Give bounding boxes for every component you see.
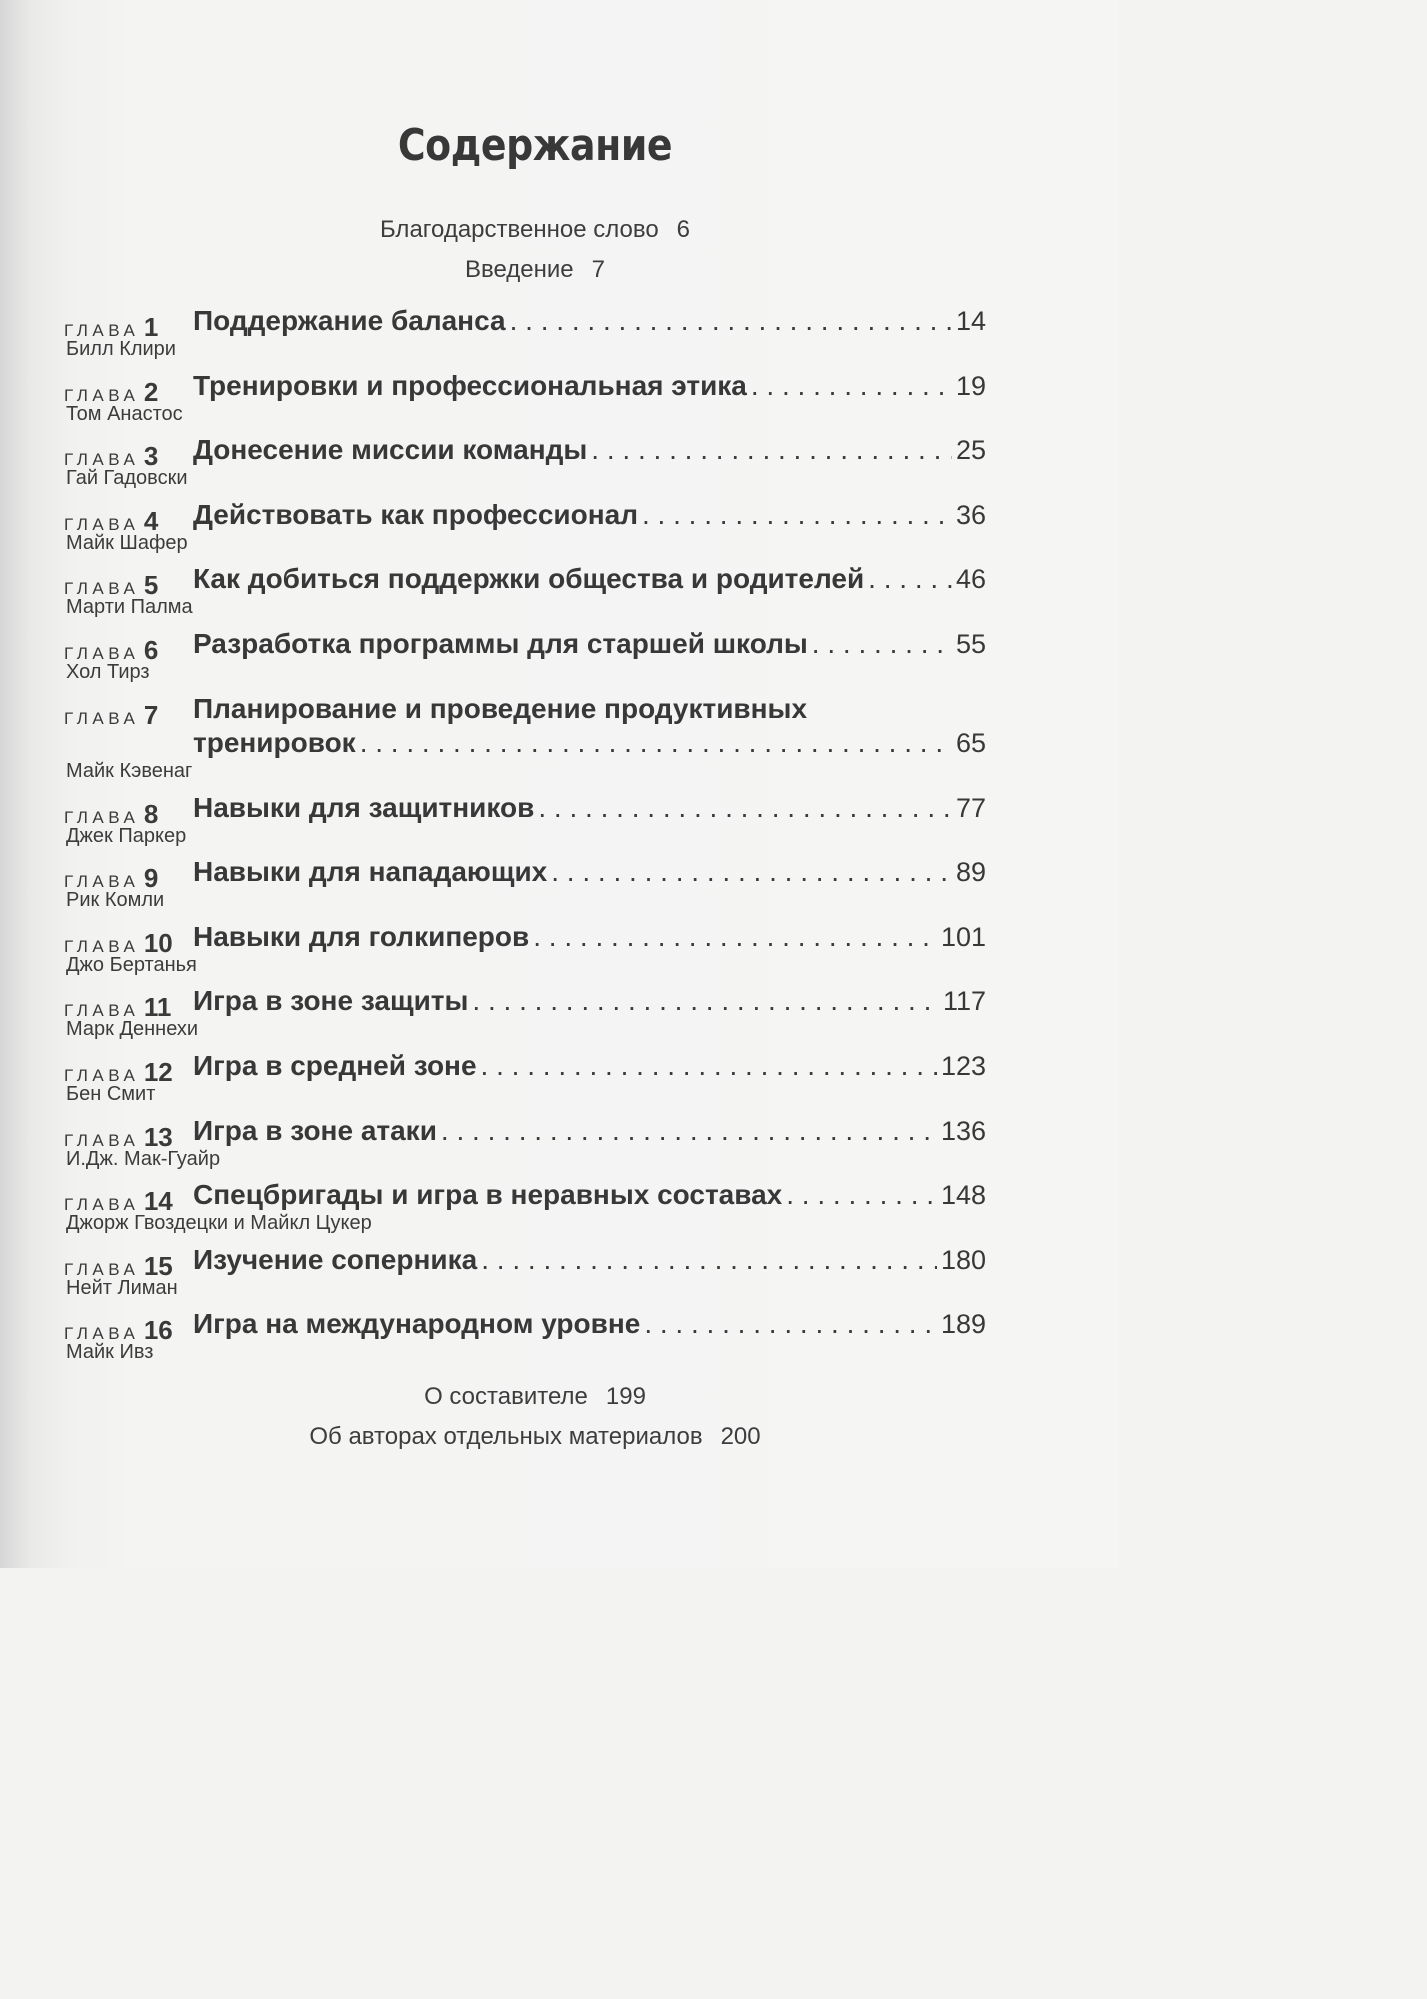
leader-dots [640,1308,937,1340]
chapter-number: ГЛАВА 2 [64,376,159,407]
chapter-title: Игра в зоне защиты [193,985,469,1017]
chapter-title: Спецбригады и игра в неравных составах [193,1179,783,1211]
chapter-entry [64,1305,986,1370]
leader-dots [808,628,952,660]
chapter-entry [64,982,986,1047]
chapter-entry [64,1241,986,1306]
chapter-title-line [193,563,986,595]
chapter-title-line [193,792,986,824]
chapter-title: Навыки для защитников [193,791,535,823]
chapter-number: ГЛАВА 11 [64,992,172,1023]
chapter-title-line [193,305,986,337]
chapter-page: 123 [940,1050,986,1081]
chapter-page: 65 [955,727,986,758]
chapter-page: 14 [955,306,986,336]
chapter-entry [64,1112,986,1177]
entry-page: 7 [591,256,606,283]
chapter-title: Игра в зоне атаки [193,1114,437,1146]
chapter-entry [64,560,986,625]
chapter-title-line [193,856,986,888]
front-matter-entry [0,216,1070,244]
leader-dots [356,727,952,759]
chapter-number: ГЛАВА 12 [64,1056,173,1087]
chapter-entry [64,496,986,561]
back-matter-entry [0,1423,1070,1451]
entry-page: 199 [605,1383,646,1410]
leader-dots [864,563,952,595]
leader-dots [638,499,952,531]
chapter-title: Донесение миссии команды [193,434,588,466]
chapter-title: Игра на международном уровне [193,1308,641,1340]
chapter-author: Том Анастос [66,402,183,425]
chapter-entry [64,789,986,854]
chapter-title-line [193,1050,986,1082]
chapter-author: Нейт Лиман [66,1276,178,1299]
entry-label: О составителе [424,1383,588,1410]
leader-dots [506,305,952,337]
leader-dots [547,856,952,888]
chapter-number: ГЛАВА 15 [64,1250,173,1281]
chapter-title: Как добиться поддержки общества и родителей [193,563,865,595]
chapter-author: Джо Бертанья [66,953,197,976]
chapter-entry [64,690,986,789]
chapter-title: Действовать как профессионал [193,498,638,530]
chapter-title: Игра в средней зоне [193,1049,477,1081]
leader-dots [468,985,939,1017]
front-matter-entry [0,256,1070,284]
chapter-author: Майк Ивз [66,1341,154,1364]
chapter-page: 19 [955,370,986,401]
chapter-page: 148 [940,1180,986,1211]
chapter-title: Поддержание баланса [193,305,506,336]
chapter-author: Хол Тирз [66,660,150,683]
chapter-title: Изучение соперника [193,1243,478,1275]
chapter-author: Билл Клири [66,338,176,360]
chapter-number: ГЛАВА 7 [64,699,159,730]
entry-label: Введение [464,256,574,283]
chapter-title: Навыки для голкиперов [193,920,530,952]
chapter-title-line [193,1244,986,1276]
chapter-page: 180 [940,1244,986,1275]
chapter-title-line [193,628,986,660]
chapter-author: И.Дж. Мак-Гуайр [66,1147,221,1170]
chapter-entry [64,1047,986,1112]
chapter-title-line [193,434,986,466]
chapter-number: ГЛАВА 16 [64,1315,173,1346]
chapter-title-line [193,921,986,953]
chapter-title-line [193,1115,986,1147]
leader-dots [437,1115,937,1147]
chapter-entry [64,625,986,690]
chapter-title-line [193,1308,986,1340]
chapter-author: Марти Палма [66,596,193,619]
chapter-page: 25 [955,435,986,466]
chapter-title-continued: тренировок [193,726,356,758]
chapter-number: ГЛАВА 13 [64,1121,173,1152]
chapter-author: Майк Кэвенаг [66,759,193,782]
chapter-title: Тренировки и профессиональная этика [193,369,747,401]
leader-dots [782,1179,937,1211]
leader-dots [529,921,937,953]
chapter-page: 46 [955,564,986,595]
entry-label: Благодарственное слово [379,216,659,243]
chapter-title: Разработка программы для старшей школы [193,627,808,659]
chapter-author: Бен Смит [66,1082,156,1105]
entry-page: 200 [720,1423,761,1450]
chapter-author: Марк Деннехи [66,1018,199,1041]
chapter-entry [64,1176,986,1241]
entry-label: Об авторах отдельных материалов [309,1423,703,1450]
chapter-number: ГЛАВА 9 [64,863,159,894]
chapter-number: ГЛАВА 1 [64,312,159,342]
chapter-entry [64,431,986,496]
chapter-page: 189 [940,1309,986,1340]
entry-page: 6 [676,216,691,243]
leader-dots [587,434,952,466]
back-matter-entry [0,1383,1070,1411]
chapter-entry [64,367,986,432]
chapter-author: Майк Шафер [66,531,188,554]
chapter-number: ГЛАВА 10 [64,927,173,958]
chapter-page: 101 [940,921,986,952]
chapter-title-line [193,1179,986,1211]
leader-dots [477,1050,937,1082]
chapter-number: ГЛАВА 8 [64,798,159,829]
chapter-author: Джек Паркер [66,824,187,847]
chapter-title-line [193,985,986,1017]
chapter-number: ГЛАВА 3 [64,441,159,472]
chapter-title-line [193,370,986,402]
chapter-page: 36 [955,499,986,530]
leader-dots [477,1244,937,1276]
chapter-entry [64,853,986,918]
chapter-title-line [193,727,986,759]
chapter-number: ГЛАВА 14 [64,1186,173,1217]
leader-dots [747,370,952,402]
chapter-page: 117 [942,986,986,1017]
chapter-title: Навыки для нападающих [193,856,548,888]
chapter-page: 89 [955,857,986,888]
chapter-page: 55 [955,628,986,659]
chapter-entry [64,918,986,983]
chapter-author: Гай Гадовски [66,467,188,490]
chapter-number: ГЛАВА 6 [64,634,159,665]
chapter-author: Рик Комли [66,889,165,912]
page-title: Содержание [397,120,673,171]
chapter-entry [64,302,986,367]
table-of-contents [64,302,986,1370]
chapter-number: ГЛАВА 4 [64,505,159,536]
chapter-title: Планирование и проведение продуктивных [193,692,808,724]
chapter-title-line [193,499,986,531]
chapter-page: 136 [940,1115,986,1146]
chapter-page: 77 [955,792,986,823]
chapter-author: Джорж Гвоздецки и Майкл Цукер [66,1212,372,1235]
leader-dots [534,792,952,824]
chapter-number: ГЛАВА 5 [64,570,159,601]
